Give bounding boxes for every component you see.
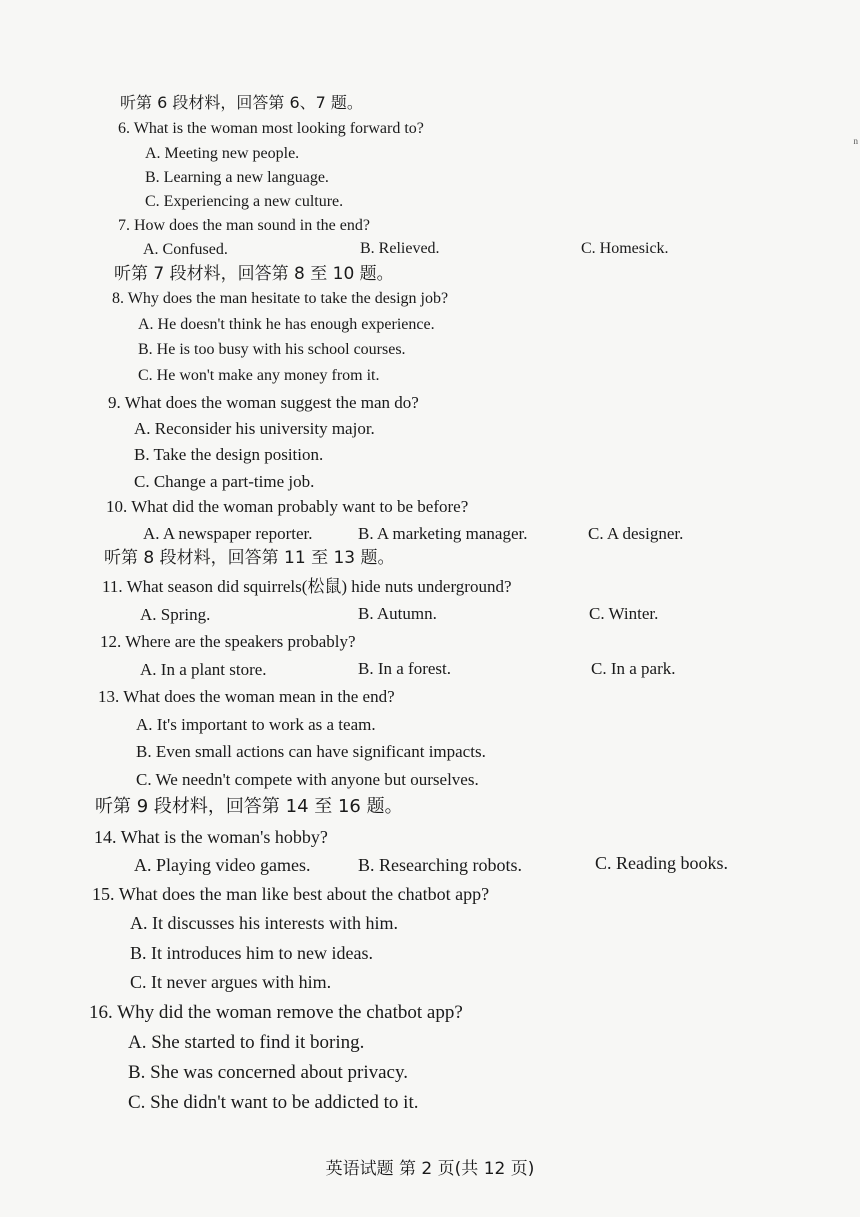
- question-number: 16.: [89, 1002, 113, 1023]
- question-number: 13.: [98, 687, 120, 706]
- option-c: C. A designer.: [588, 524, 684, 543]
- option-c: C. Change a part-time job.: [134, 472, 315, 491]
- question-text: What is the woman most looking forward to?: [133, 120, 424, 137]
- question-text: Where are the speakers probably?: [125, 632, 356, 651]
- option-b: B. Learning a new language.: [145, 169, 329, 186]
- question-7: [118, 218, 370, 234]
- option-c: C. She didn't want to be addicted to it.: [128, 1092, 419, 1113]
- option-b: B. Researching robots.: [358, 855, 522, 875]
- page-footer: 英语试题 第 2 页(共 12 页): [325, 1159, 535, 1179]
- question-12: [100, 633, 356, 650]
- option-c: C. He won't make any money from it.: [138, 367, 380, 384]
- question-number: 12.: [100, 632, 122, 651]
- option-c: C. We needn't compete with anyone but ourselves.: [136, 770, 479, 789]
- question-9: [108, 394, 419, 411]
- question-15: [92, 885, 489, 903]
- question-number: 6.: [118, 120, 130, 137]
- section-header: 听第 8 段材料，回答第 11 至 13 题。: [104, 548, 395, 568]
- option-a: A. Reconsider his university major.: [134, 419, 375, 438]
- question-11: [102, 578, 512, 595]
- question-number: 15.: [92, 884, 115, 904]
- question-number: 9.: [108, 393, 121, 412]
- option-a: A. Spring.: [140, 605, 211, 624]
- question-13: [98, 688, 395, 705]
- option-b: B. Even small actions can have significant impacts.: [136, 742, 486, 761]
- option-a: A. She started to find it boring.: [128, 1032, 365, 1053]
- option-a: A. He doesn't think he has enough experience.: [138, 316, 435, 333]
- option-b: B. A marketing manager.: [358, 524, 528, 543]
- question-text: What season did squirrels(松鼠) hide nuts underground?: [126, 577, 512, 596]
- option-a: A. It's important to work as a team.: [136, 715, 376, 734]
- question-text: What is the woman's hobby?: [120, 827, 328, 847]
- option-b: B. It introduces him to new ideas.: [130, 943, 373, 963]
- option-a: A. Playing video games.: [134, 855, 311, 875]
- option-c: C. Homesick.: [581, 240, 669, 257]
- option-a: A. It discusses his interests with him.: [130, 913, 398, 933]
- question-text: What did the woman probably want to be before?: [131, 497, 469, 516]
- question-text: How does the man sound in the end?: [134, 217, 370, 234]
- option-b: B. Take the design position.: [134, 445, 324, 464]
- question-8: [112, 291, 448, 307]
- question-6: [118, 121, 424, 137]
- option-a: A. In a plant store.: [140, 660, 267, 679]
- question-text: Why does the man hesitate to take the design job?: [127, 290, 449, 307]
- option-a: A. Meeting new people.: [145, 145, 300, 162]
- section-header: 听第 9 段材料，回答第 14 至 16 题。: [95, 796, 403, 817]
- option-c: C. Winter.: [589, 604, 659, 623]
- option-c: C. In a park.: [591, 659, 676, 678]
- question-10: [106, 498, 468, 515]
- question-text: What does the woman mean in the end?: [123, 687, 395, 706]
- margin-mark: n: [853, 136, 858, 146]
- question-text: What does the woman suggest the man do?: [124, 393, 419, 412]
- question-16: [89, 1003, 463, 1022]
- question-14: [94, 828, 328, 846]
- option-a: A. Confused.: [143, 241, 228, 258]
- option-b: B. He is too busy with his school courses.: [138, 341, 406, 358]
- option-b: B. Autumn.: [358, 604, 437, 623]
- question-number: 7.: [118, 217, 130, 234]
- option-c: C. It never argues with him.: [130, 972, 332, 992]
- option-c: C. Reading books.: [595, 853, 728, 873]
- question-number: 8.: [112, 290, 124, 307]
- section-header: 听第 6 段材料，回答第 6、7 题。: [120, 93, 363, 112]
- option-b: B. In a forest.: [358, 659, 452, 678]
- option-b: B. Relieved.: [360, 240, 440, 257]
- option-b: B. She was concerned about privacy.: [128, 1062, 408, 1083]
- option-c: C. Experiencing a new culture.: [145, 193, 344, 210]
- question-number: 10.: [106, 497, 128, 516]
- question-text: Why did the woman remove the chatbot app?: [117, 1002, 463, 1023]
- section-header: 听第 7 段材料，回答第 8 至 10 题。: [114, 264, 394, 284]
- question-number: 11.: [102, 577, 123, 596]
- option-a: A. A newspaper reporter.: [143, 524, 313, 543]
- question-number: 14.: [94, 827, 117, 847]
- question-text: What does the man like best about the chatbot app?: [118, 884, 490, 904]
